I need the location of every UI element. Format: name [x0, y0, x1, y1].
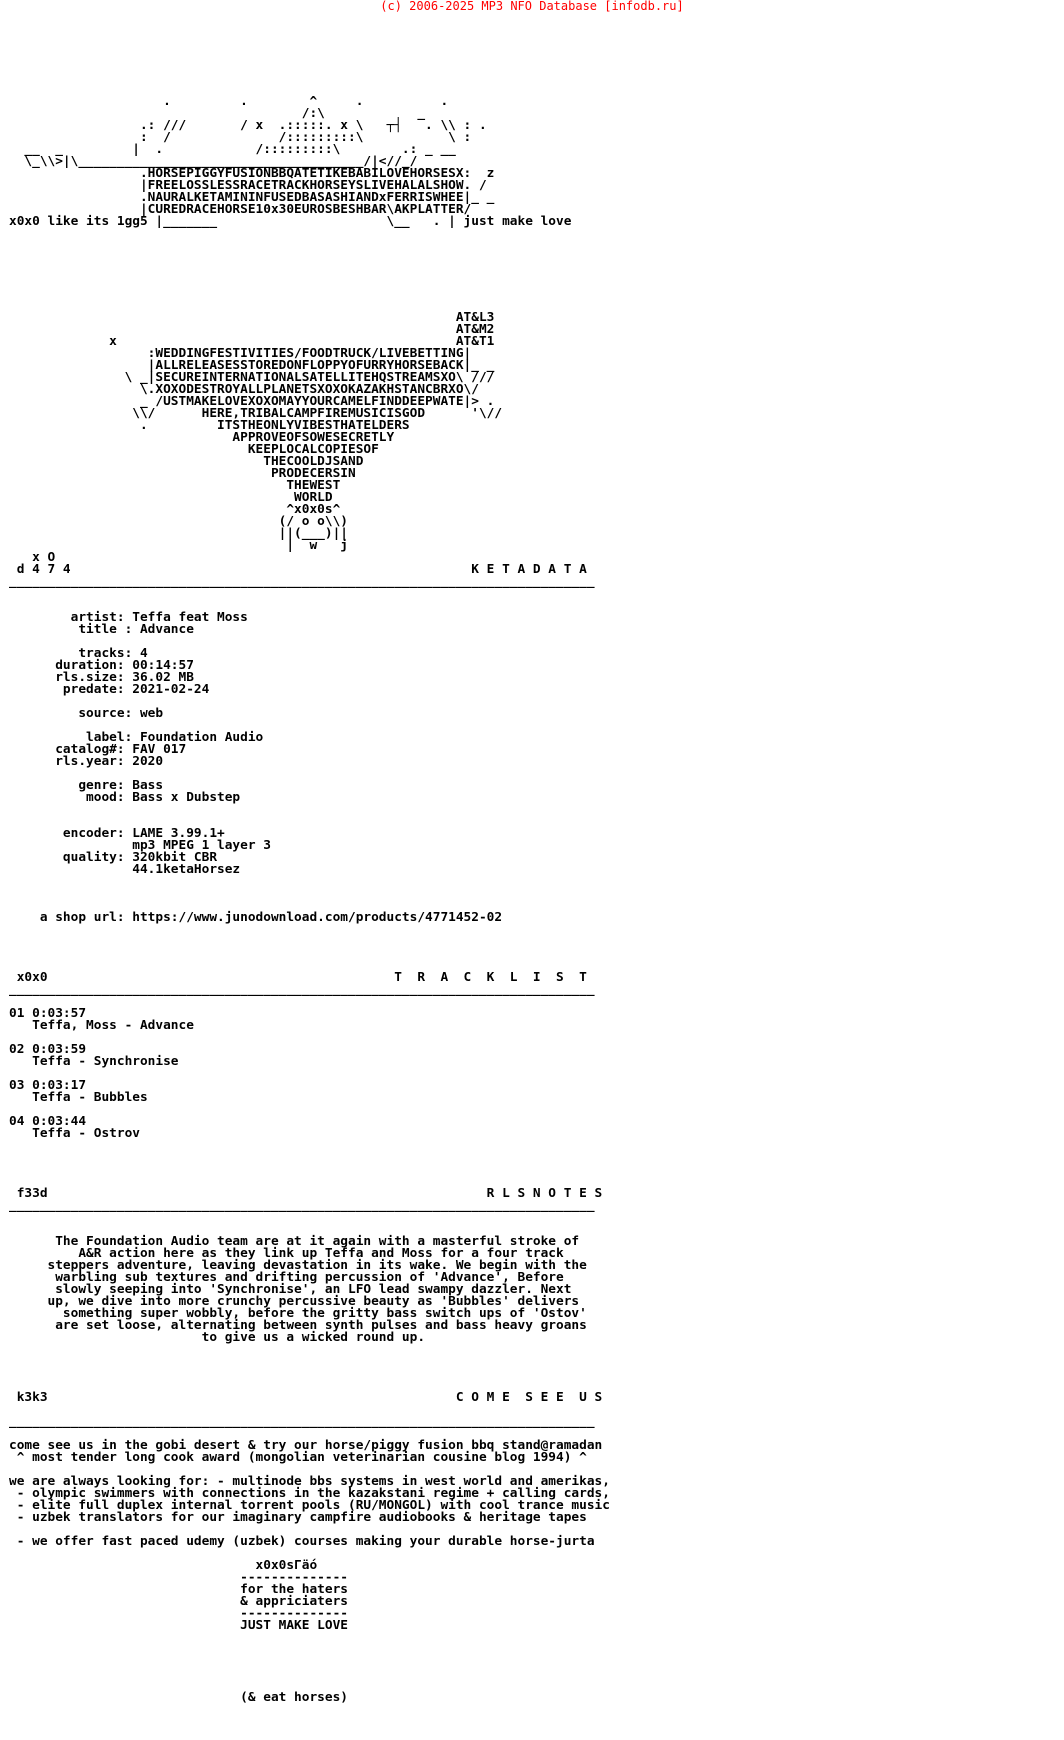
- site-header: (c) 2006-2025 MP3 NFO Database [infodb.ru]: [380, 0, 684, 13]
- nfo-text: . . ^ . . /:\ _ .: /// / x .:::::. x \ ┬┤ . \\ : . : / /:::::::::\ \ : __ _ | . /:::::::::\ .: _ __ \_\\>|\_____________________________________/|<//_/ .HORSEPIGGYFUSIONBBQATETIKEBABILOVEHORSESX: z |FREELOSSLESSRACETRACKHORSEYSLIVEHALALSHOW. / .NAURALKETAMININFUSEDBASASHIANDxFERRISWHEE|_ _ |CUREDRACEHORSE10x30EUROSBESHBAR\AKPLATTER/ x0x0 like its 1gg5 |_______ \__ . | just make love AT&L3 AT&M2 x AT&T1 :WEDDINGFESTIVITIES/FOODTRUCK/LIVEBETTING| |ALLRELEASESSTOREDONFLOPPYOFURRYHORSEBACK|_ _ \ _|SECUREINTERNATIONALSATELLITEHQSTREAMSXO\ /// \.XOXODESTROYALLPLANETSXOXOKAZAKHSTANCBRXO\/ _ /USTMAKELOVEXOXOMAYYOURCAMELFINDDEEPWATE|> . \\/ HERE,TRIBALCAMPFIREMUSICISGOD '\// . ITSTHEONLYVIBESTHATELDERS APPROVEOFSOWESECRETLY KEEPLOCALCOPIESOF THECOOLDJSAND PRODECERSIN THEWEST WORLD ^x0x0s^ (/ o o\\) ||(___)|| | w j x O d 4 7 4 K E T A D A T A ____________________________________________________________________________ artist: Teffa feat Moss title : Advance tracks: 4 duration: 00:14:57 rls.size: 36.02 MB predate: 2021-02-24 source: web label: Foundation Audio catalog#: FAV 017 rls.year: 2020 genre: Bass mood: Bass x Dubstep encoder: LAME 3.99.1+ mp3 MPEG 1 layer 3 quality: 320kbit CBR 44.1ketaHorsez a shop url: https://www.junodownload.com/products/4771452-02 x0x0 T R A C K L I S T ____________________________________________________________________________ 01 0:03:57 Teffa, Moss - Advance 02 0:03:59 Teffa - Synchronise 03 0:03:17 Teffa - Bubbles 04 0:03:44 Teffa - Ostrov f33d R L S N O T E S ____________________________________________________________________________ The Foundation Audio team are at it again with a masterful stroke of A&R action here as they link up Teffa and Moss for a four track steppers adventure, leaving devastation in its wake. We begin with the warbling sub textures and drifting percussion of 'Advance', Before slowly seeping into 'Synchronise', an LFO lead swampy dazzler. Next up, we dive into more crunchy percussive beauty as 'Bubbles' delivers something super wobbly, before the gritty bass switch ups of 'Ostov' are set loose, alternating between synth pulses and bass heavy groans to give us a wicked round up. k3k3 C O M E S E E U S ____________________________________________________________________________ come see us in the gobi desert & try our horse/piggy fusion bbq stand@ramadan ^ most tender long cook award (mongolian veterinarian cousine blog 1994) ^ we are always looking for: - multinode bbs systems in west world and amerikas, - olympic swimmers with connections in the kazakstani regime + calling cards, - elite full duplex internal torrent pools (RU/MONGOL) with cool trance music - uzbek translators for our imaginary campfire audiobooks & heritage tapes - we offer fast paced udemy (uzbek) courses making your durable horse-jurta x0x0sГäó -------------- for the haters & appriciaters -------------- JUST MAKE LOVE (& eat horses): [9, 94, 610, 1705]
